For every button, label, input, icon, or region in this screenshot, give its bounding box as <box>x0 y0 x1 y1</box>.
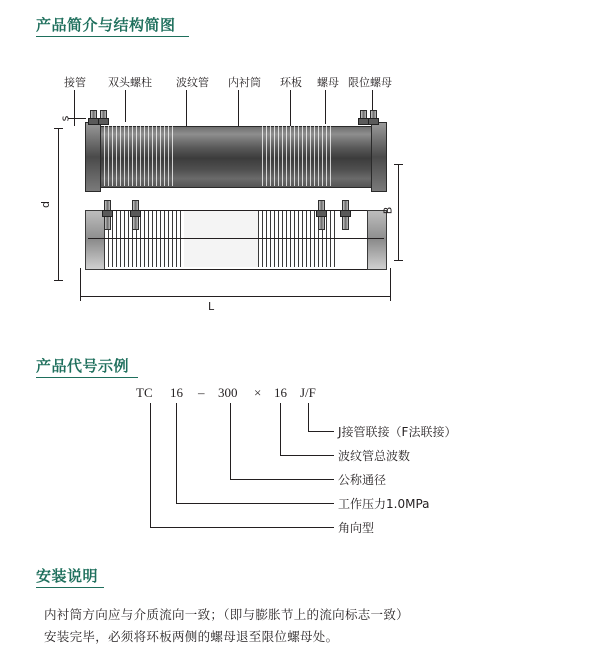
dim-d-line <box>58 128 59 280</box>
nut-lower-left-1 <box>102 210 113 217</box>
leader-line-5 <box>290 90 291 126</box>
dim-B-tick-bottom <box>394 260 403 261</box>
leader-line-2 <box>125 90 126 122</box>
code-elbow-16b <box>280 455 334 456</box>
section-title-structure-underline <box>36 36 189 37</box>
code-elbow-300 <box>230 479 334 480</box>
dim-label-s: s <box>58 115 72 122</box>
code-desc-type: 角向型 <box>338 521 375 535</box>
nut-upper-left-2 <box>98 118 109 125</box>
code-elbow-tc <box>150 527 334 528</box>
code-token-300: 300 <box>218 385 238 400</box>
end-pipe-left <box>85 210 105 270</box>
dim-L-line <box>80 296 390 297</box>
code-line-tc <box>150 403 151 527</box>
code-token-16a: 16 <box>170 385 183 400</box>
callout-label-huanban: 环板 <box>280 76 302 89</box>
section-title-structure: 产品简介与结构简图 <box>36 16 176 34</box>
dim-d-tick-bottom <box>54 280 63 281</box>
corrugation-lower-left <box>104 211 184 267</box>
code-token-dash: – <box>198 385 205 400</box>
install-note-line-2: 安装完毕，必须将环板两侧的螺母退至限位螺母处。 <box>44 629 339 644</box>
nut-lower-right-1 <box>316 210 327 217</box>
install-note-line-1: 内衬筒方向应与介质流向一致；（即与膨胀节上的流向标志一致） <box>44 607 409 622</box>
code-token-times: × <box>254 385 262 400</box>
dim-label-B: B <box>381 206 395 215</box>
callout-label-luomu: 螺母 <box>317 76 339 89</box>
dim-ext-left <box>80 268 81 294</box>
callout-label-xianweiluomu: 限位螺母 <box>348 76 392 89</box>
callout-label-jieguan: 接管 <box>64 76 86 89</box>
code-elbow-jf <box>308 431 334 432</box>
code-desc-connection: J接管联接（F法联接） <box>338 425 457 439</box>
product-code-diagram <box>0 375 600 545</box>
structure-diagram <box>0 60 600 350</box>
leader-line-6 <box>325 90 326 124</box>
code-line-300 <box>230 403 231 479</box>
nut-lower-left-2 <box>130 210 141 217</box>
dim-d-tick-top <box>54 128 63 129</box>
flange-right <box>371 122 387 192</box>
code-desc-working-pressure: 工作压力1.0MPa <box>338 497 430 511</box>
code-elbow-16a <box>176 503 334 504</box>
section-title-code: 产品代号示例 <box>36 357 130 375</box>
corrugation-left <box>104 126 176 186</box>
dim-label-d: d <box>38 201 52 208</box>
center-axis-line <box>88 238 384 239</box>
nut-lower-right-2 <box>340 210 351 217</box>
callout-label-bowenguan: 波纹管 <box>176 76 209 89</box>
corrugation-right <box>262 126 334 186</box>
dim-label-L: L <box>208 300 215 313</box>
section-title-install-underline <box>36 587 104 588</box>
end-pipe-right <box>367 210 387 270</box>
corrugation-lower-right <box>258 211 338 267</box>
code-token-jf: J/F <box>300 385 316 400</box>
callout-label-shuangtouluozhu: 双头螺柱 <box>108 76 152 89</box>
callout-label-neichentong: 内衬筒 <box>228 76 261 89</box>
code-desc-wave-count: 波纹管总波数 <box>338 449 411 463</box>
code-token-tc: TC <box>136 385 153 400</box>
dim-B-tick-top <box>394 164 403 165</box>
code-line-16a <box>176 403 177 503</box>
section-title-install: 安装说明 <box>36 567 99 585</box>
dim-ext-right <box>390 268 391 294</box>
dim-B-line <box>398 164 399 260</box>
code-line-16b <box>280 403 281 455</box>
nut-upper-right-2 <box>368 118 379 125</box>
code-desc-nominal-diameter: 公称通径 <box>338 473 387 487</box>
code-token-16b: 16 <box>274 385 287 400</box>
flange-left <box>85 122 101 192</box>
code-line-jf <box>308 403 309 431</box>
dim-s-line <box>74 114 75 126</box>
liner-sleeve-area <box>184 211 258 267</box>
